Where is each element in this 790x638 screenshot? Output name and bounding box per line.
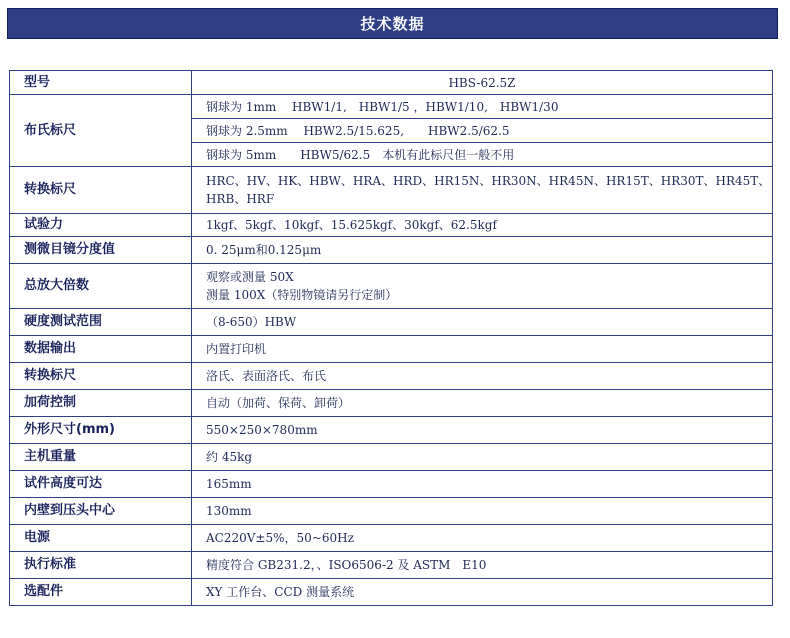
row-value: 130mm <box>192 498 773 525</box>
row-value: （8-650）HBW <box>192 309 773 336</box>
row-label: 转换标尺 <box>10 167 192 214</box>
table-row <box>10 309 773 336</box>
row-label: 主机重量 <box>10 444 192 471</box>
table-row <box>10 214 773 237</box>
sub-row <box>192 119 772 143</box>
row-value-group <box>192 95 773 167</box>
row-label: 试件高度可达 <box>10 471 192 498</box>
row-label: 测微目镜分度值 <box>10 237 192 264</box>
row-label: 加荷控制 <box>10 390 192 417</box>
row-value: 精度符合 GB231.2，、ISO6506-2 及 ASTM E10 <box>192 552 773 579</box>
table-row <box>10 390 773 417</box>
table-row <box>10 237 773 264</box>
row-value: XY 工作台、CCD 测量系统 <box>192 579 773 606</box>
row-value-line: 观察或测量 50X <box>206 270 294 284</box>
row-value: 0. 25μm和0.125μm <box>192 237 773 264</box>
row-value: AC220V±5%，50~60Hz <box>192 525 773 552</box>
table-row <box>10 363 773 390</box>
row-label: 总放大倍数 <box>10 264 192 309</box>
table-row <box>10 336 773 363</box>
row-value-line: 钢球为 2.5mm HBW2.5/15.625, HBW2.5/62.5 <box>206 123 510 138</box>
section-title: 技术数据 <box>360 15 425 33</box>
row-value: 内置打印机 <box>192 336 773 363</box>
spec-table <box>9 70 773 606</box>
row-value: HBS-62.5Z <box>192 71 773 95</box>
row-label: 电源 <box>10 525 192 552</box>
row-value-line: 钢球为 1mm HBW1/1, HBW1/5 ，HBW1/10, HBW1/30 <box>206 99 559 114</box>
row-label: 转换标尺 <box>10 363 192 390</box>
row-value-line: HRB、HRF <box>206 192 275 206</box>
sub-row <box>192 95 772 119</box>
row-value: 1kgf、5kgf、10kgf、15.625kgf、30kgf、62.5kgf <box>192 214 773 237</box>
table-row <box>10 71 773 95</box>
row-value-line: HRC、HV、HK、HBW、HRA、HRD、HR15N、HR30N、HR45N、HR15T、HR30T、HR45T、 <box>206 174 771 188</box>
table-row <box>10 471 773 498</box>
table-row <box>10 417 773 444</box>
row-value: 约 45kg <box>192 444 773 471</box>
table-row <box>10 552 773 579</box>
row-label: 选配件 <box>10 579 192 606</box>
row-value-line: 钢球为 5mm HBW5/62.5 本机有此标尺但一般不用 <box>206 147 515 162</box>
row-label: 布氏标尺 <box>10 95 192 167</box>
row-label: 型号 <box>10 71 192 95</box>
row-label: 内壁到压头中心 <box>10 498 192 525</box>
row-label: 数据输出 <box>10 336 192 363</box>
row-label: 试验力 <box>10 214 192 237</box>
table-row <box>10 525 773 552</box>
sub-row <box>192 143 772 166</box>
table-row <box>10 95 773 167</box>
row-value <box>192 264 773 309</box>
table-row <box>10 264 773 309</box>
row-label: 执行标准 <box>10 552 192 579</box>
table-row <box>10 444 773 471</box>
row-value <box>192 167 773 214</box>
table-row <box>10 167 773 214</box>
row-value: 550×250×780mm <box>192 417 773 444</box>
table-row <box>10 498 773 525</box>
row-value: 165mm <box>192 471 773 498</box>
row-label: 硬度测试范围 <box>10 309 192 336</box>
row-label: 外形尺寸(mm) <box>10 417 192 444</box>
section-title-banner <box>7 8 778 39</box>
row-value: 洛氏、表面洛氏、布氏 <box>192 363 773 390</box>
row-value-line: 测量 100X（特别物镜请另行定制） <box>206 288 398 302</box>
table-row <box>10 579 773 606</box>
row-value: 自动（加荷、保荷、卸荷） <box>192 390 773 417</box>
